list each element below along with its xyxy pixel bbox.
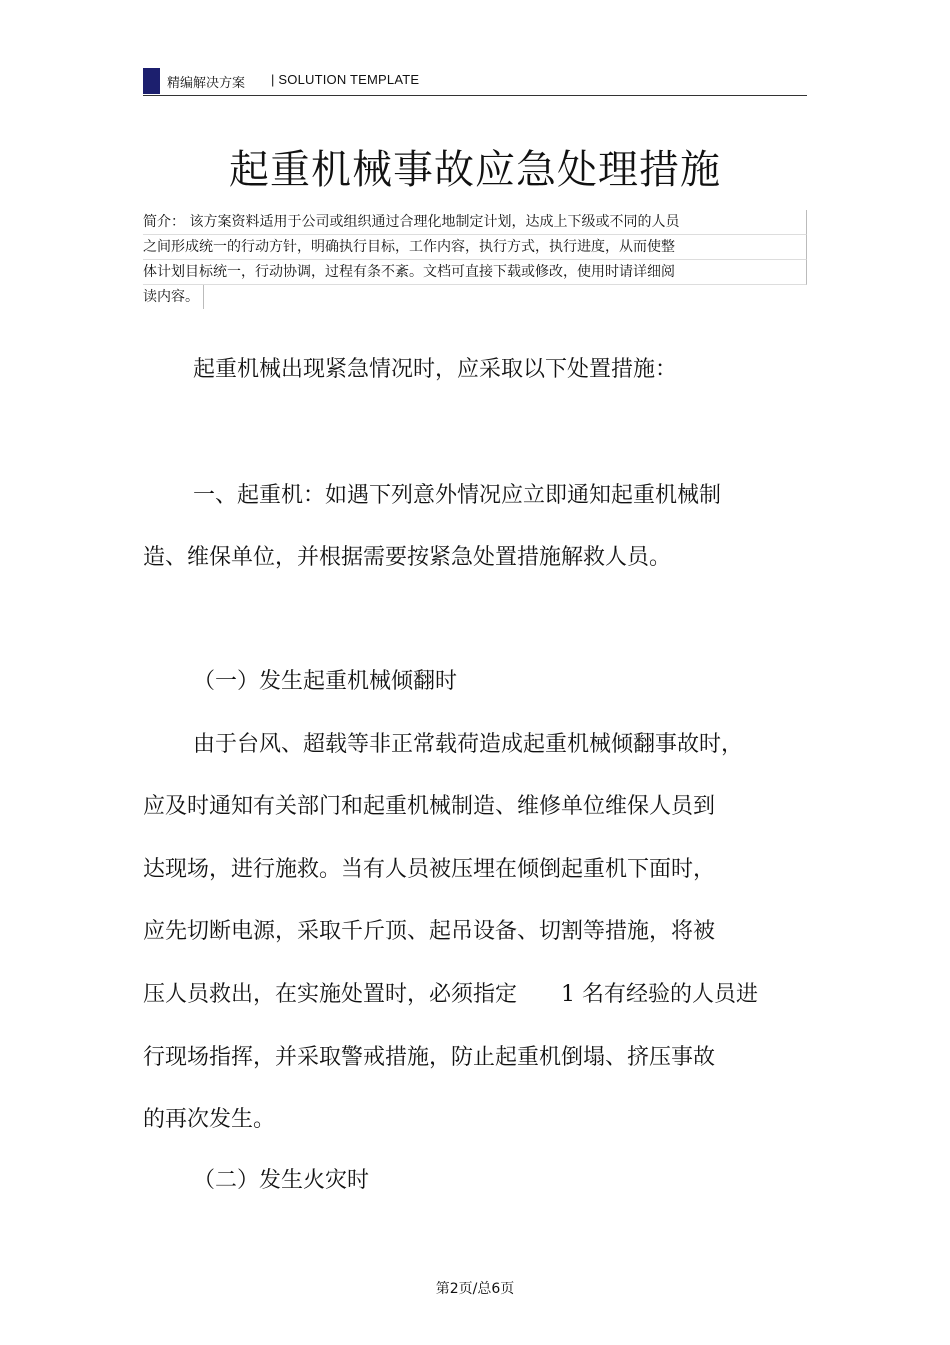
body-line: 达现场，进行施救。当有人员被压埋在倾倒起重机下面时，	[143, 857, 716, 882]
solution-template-label: | SOLUTION TEMPLATE	[271, 72, 420, 87]
document-title: 起重机械事故应急处理措施	[229, 147, 721, 193]
subsection-heading: （二）发生火灾时	[193, 1168, 370, 1193]
body-line: 行现场指挥，并采取警戒措施，防止起重机倒塌、挤压事故	[143, 1045, 716, 1070]
summary-line: 体计划目标统一，行动协调，过程有条不紊。文档可直接下载或修改，使用时请详细阅	[143, 260, 807, 285]
summary-line: 简介： 该方案资料适用于公司或组织通过合理化地制定计划，达成上下级或不同的人员	[143, 210, 807, 235]
body-line: 压人员救出，在实施处置时，必须指定 1 名有经验的人员进	[143, 982, 758, 1007]
body-line: 的再次发生。	[143, 1107, 276, 1132]
page-header	[143, 66, 807, 96]
body-line: 应及时通知有关部门和起重机械制造、维修单位维保人员到	[143, 794, 716, 819]
page-number: 第2页/总6页	[435, 1281, 515, 1297]
subsection-heading: （一）发生起重机械倾翻时	[193, 669, 458, 694]
body-paragraph: 起重机械出现紧急情况时，应采取以下处置措施：	[193, 357, 678, 382]
body-line: 应先切断电源，采取千斤顶、起吊设备、切割等措施，将被	[143, 919, 716, 944]
section-heading: 一、起重机：如遇下列意外情况应立即通知起重机械制	[193, 483, 722, 508]
summary-box	[143, 210, 807, 313]
summary-line: 之间形成统一的行动方针，明确执行目标，工作内容，执行方式，执行进度，从而使整	[143, 235, 807, 260]
body-line: 由于台风、超载等非正常载荷造成起重机械倾翻事故时，	[193, 732, 744, 757]
logo-icon	[143, 68, 160, 94]
summary-line: 读内容。	[143, 285, 204, 309]
brand-name: 精编解决方案	[167, 76, 246, 91]
body-line: 造、维保单位，并根据需要按紧急处置措施解救人员。	[143, 545, 672, 570]
